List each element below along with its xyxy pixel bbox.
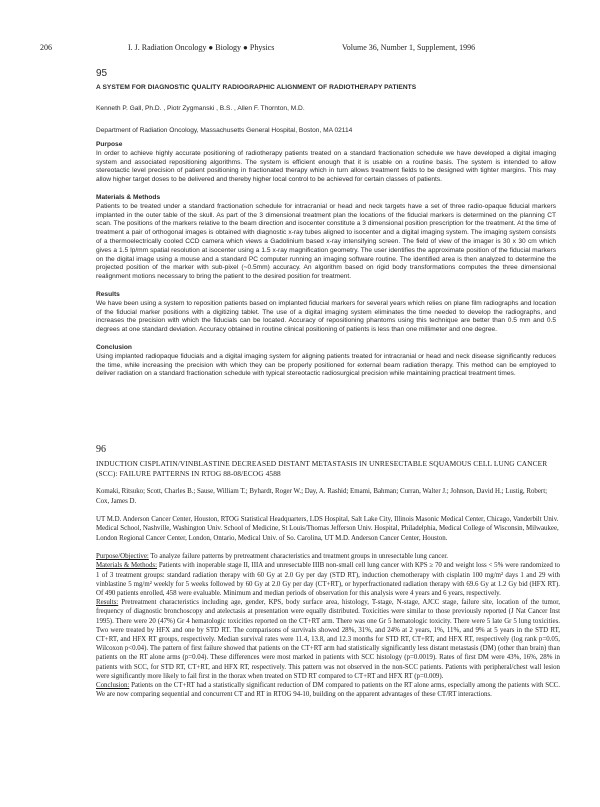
abstract-95: [96, 68, 556, 379]
purpose-text: In order to achieve highly accurate positioning of radiotherapy patients treated on a standard fractionation schedule we have developed a digital imaging system and associated repositioning algorithms. The system is efficient enough that it is usable on a routine basis. The system is intended to allow stereotactic level precision of patient positioning in fractionated therapy which in turn allows treatment fields to be designed with tighter margins. This may allow higher target doses to be delivered and thereby higher local control to be achieved for certain classes of patients.: [96, 149, 556, 184]
abstract-affiliation: UT M.D. Anderson Cancer Center, Houston, RTOG Statistical Headquarters, LDS Hospital, Salt Lake City, Illinois Masonic Medical Center, Chicago, Vanderbilt Univ. Medical School, Nashville, Washington Univ. School of Medicine, St Louis/Thomas Jefferson Univ. Hospital, Philadelphia, Medical College of Wisconsin, Milwaukee, London Regional Cancer Center, London, Ontario, Medical Univ. of So. Carolina, UT M.D. Anderson Cancer Center, Houston.: [96, 516, 559, 542]
conclusion-text: Patients on the CT+RT had a statistically significant reduction of DM compared to patients on the RT alone arms, especially among the patients with SCC. We are now comparing sequential and concurrent CT and RT in RTOG 94-10, building on the apparent advantages of these CT/RT interactions.: [96, 682, 560, 699]
purpose-section: [96, 141, 556, 185]
results-heading: Results: [96, 290, 120, 298]
conclusion-section: [96, 344, 556, 379]
abstract-title: A SYSTEM FOR DIAGNOSTIC QUALITY RADIOGRAPHIC ALIGNMENT OF RADIOTHERAPY PATIENTS: [96, 84, 417, 91]
abstract-number: 96: [96, 444, 106, 455]
results-section: [96, 291, 556, 335]
abstract-number: 95: [96, 68, 108, 79]
results-label: Results:: [96, 599, 119, 607]
abstract-authors: Komaki, Ritsuko; Scott, Charles B.; Sause, William T.; Byhardt, Roger W.; Day, A. Rashid; Emami, Bahman; Curran, Walter J.; Johnson, David H.; Lustig, Robert; Cox, James D.: [96, 488, 548, 505]
abstract-body: [96, 552, 560, 699]
journal-title: I. J. Radiation Oncology ● Biology ● Physics: [128, 43, 275, 52]
conclusion-text: Using implanted radiopaque fiducials and a digital imaging system for aligning patients treated for intracranial or head and neck disease significantly reduces the time, while increasing the precision with which they can be properly positioned for external beam radiation therapy. This method can be employed to deliver radiation on a standard fractionation schedule with typical stereotactic radiosurgical precision while maintaining practical treatment times.: [96, 352, 556, 378]
methods-text: Patients to be treated under a standard fractionation schedule for intracranial or head and neck targets have a set of three radio-opaque fiducial markers implanted in the outer table of the skull. As part of the 3 dimensional treatment plan the locations of the fiducial markers is determined on the planning CT scan. The positions of the markers relative to the beam direction and isocenter constitute a 3 dimensional position prescription for the treatment. At the time of treatment a pair of orthogonal images is obtained with diagnostic x-ray tubes aligned to isocenter and a digital imaging system. The imaging system consists of a thermoelectrically cooled CCD camera which views a Gadolinium based x-ray intensifying screen. The field of view of the imager is 30 x 30 cm which gives a 1.5 lp/mm spatial resolution at isocenter using a 1.5 x-ray magnification geometry. The user identifies the approximate position of the fiducial markers on the digital image using a mouse and a standard PC computer running an imaging software routine. The identified area is then analyzed to determine the projected position of the marker with sub-pixel (~0.5mm) accuracy. An algorithm based on rigid body transformations computes the three dimensional realignment motions necessary to bring the patient to the desired position for treatment.: [96, 202, 556, 281]
abstract-authors: Kenneth P. Gall, Ph.D. , Piotr Zygmanski , B.S. , Allen F. Thornton, M.D.: [96, 105, 305, 112]
purpose-text: To analyze failure patterns by pretreatment characteristics and treatment groups in unresectable lung cancer.: [148, 553, 449, 561]
purpose-heading: Purpose: [96, 141, 123, 148]
conclusion-heading: Conclusion: [96, 343, 132, 351]
methods-heading: Materials & Methods: [96, 193, 161, 201]
volume-info: Volume 36, Number 1, Supplement, 1996: [342, 43, 476, 52]
purpose-label: Purpose/Objective:: [96, 553, 149, 561]
methods-label: Materials & Methods:: [96, 562, 158, 570]
abstract-title: INDUCTION CISPLATIN/VINBLASTINE DECREASED DISTANT METASTASIS IN UNRESECTABLE SQUAMOUS CELL LUNG CANCER (SCC): FAILURE PATTERNS IN RTOG 88-08/ECOG 4588: [96, 459, 548, 478]
methods-section: [96, 194, 556, 282]
abstract-96: [96, 444, 560, 699]
conclusion-label: Conclusion:: [96, 682, 130, 690]
abstract-affiliation: Department of Radiation Oncology, Massachusetts General Hospital, Boston, MA 02114: [96, 127, 353, 134]
running-head: [0, 43, 600, 57]
page-number: 206: [40, 43, 52, 52]
results-text: Pretreatment characteristics including age, gender, KPS, body surface area, histology, T-stage, N-stage, AJCC stage, failure site, location of the tumor, frequency of diagnostic bronchoscopy and atelectasis at presentation were equally distributed. Toxicities were similar to those previously reported (J Nat Cancer Inst 1995). There were 20 (47%) Gr 4 hematologic toxicities reported on the CT+RT arm. There was one Gr 5 hematologic toxicity. There were 5 late Gr 5 lung toxicities. Two were treated by HFX and one by STD RT. The comparisons of survivals showed 28%, 31%, and 24% at 2 years, 1%, 11%, and 9% at 5 years in the STD RT, CT+RT, and HFX RT groups, respectively. Median survival rates were 11.4, 13.8, and 12.3 months for STD RT, CT+RT, and HFX RT, respectively (log rank p=0.05, Wilcoxon p<0.04). The pattern of first failure showed that patients on the CT+RT arm had statistically significantly less distant metastasis (DM) (other than brain) than patients on the RT alone arms (p=0.04). These differences were most marked in patients with SCC histology (p=0.0019). Rates of first DM were 43%, 16%, 28% in patients with SCC, for STD RT, CT+RT, and HFX RT, respectively. This pattern was not observed in the non-SCC patients. Patients with peripheral/chest wall lesion were significantly more likely to fail first in the thorax when treated on STD RT compared to CT+RT and HFX RT (p=0.009).: [96, 599, 560, 680]
results-text: We have been using a system to reposition patients based on implanted fiducial markers for several years which relies on plane film radiographs and location of the fiducial marker positions with a digitizing tablet. The use of a digital imaging system eliminates the time needed to develop the radiographs, and increases the precision with which the fiducials can be located. Accuracy of repositioning phantoms using this technique are better than 0.5 mm and 0.5 degrees at one standard deviation. Accuracy obtained in routine clinical positioning of patients is less than one millimeter and one degree.: [96, 299, 556, 334]
methods-text: Patients with inoperable stage II, IIIA and unresectable IIIB non-small cell lung cancer with KPS ≥ 70 and weight loss < 5% were randomized to 1 of 3 treatment groups: standard radiation therapy with 60 Gy at 2.0 Gy per day (STD RT), induction chemotherapy with cisplatin 100 mg/m² days 1 and 29 with vinblastine 5 mg/m² weekly for 5 weeks followed by 60 Gy at 2.0 Gy per day (CT+RT), or hyperfractionated radiation therapy with 69.6 Gy at 1.2 Gy bid (HFX RT). Of 490 patients enrolled, 458 were evaluable. Minimum and median periods of observation for this analysis were 4 years and 6 years, respectively.: [96, 562, 561, 598]
